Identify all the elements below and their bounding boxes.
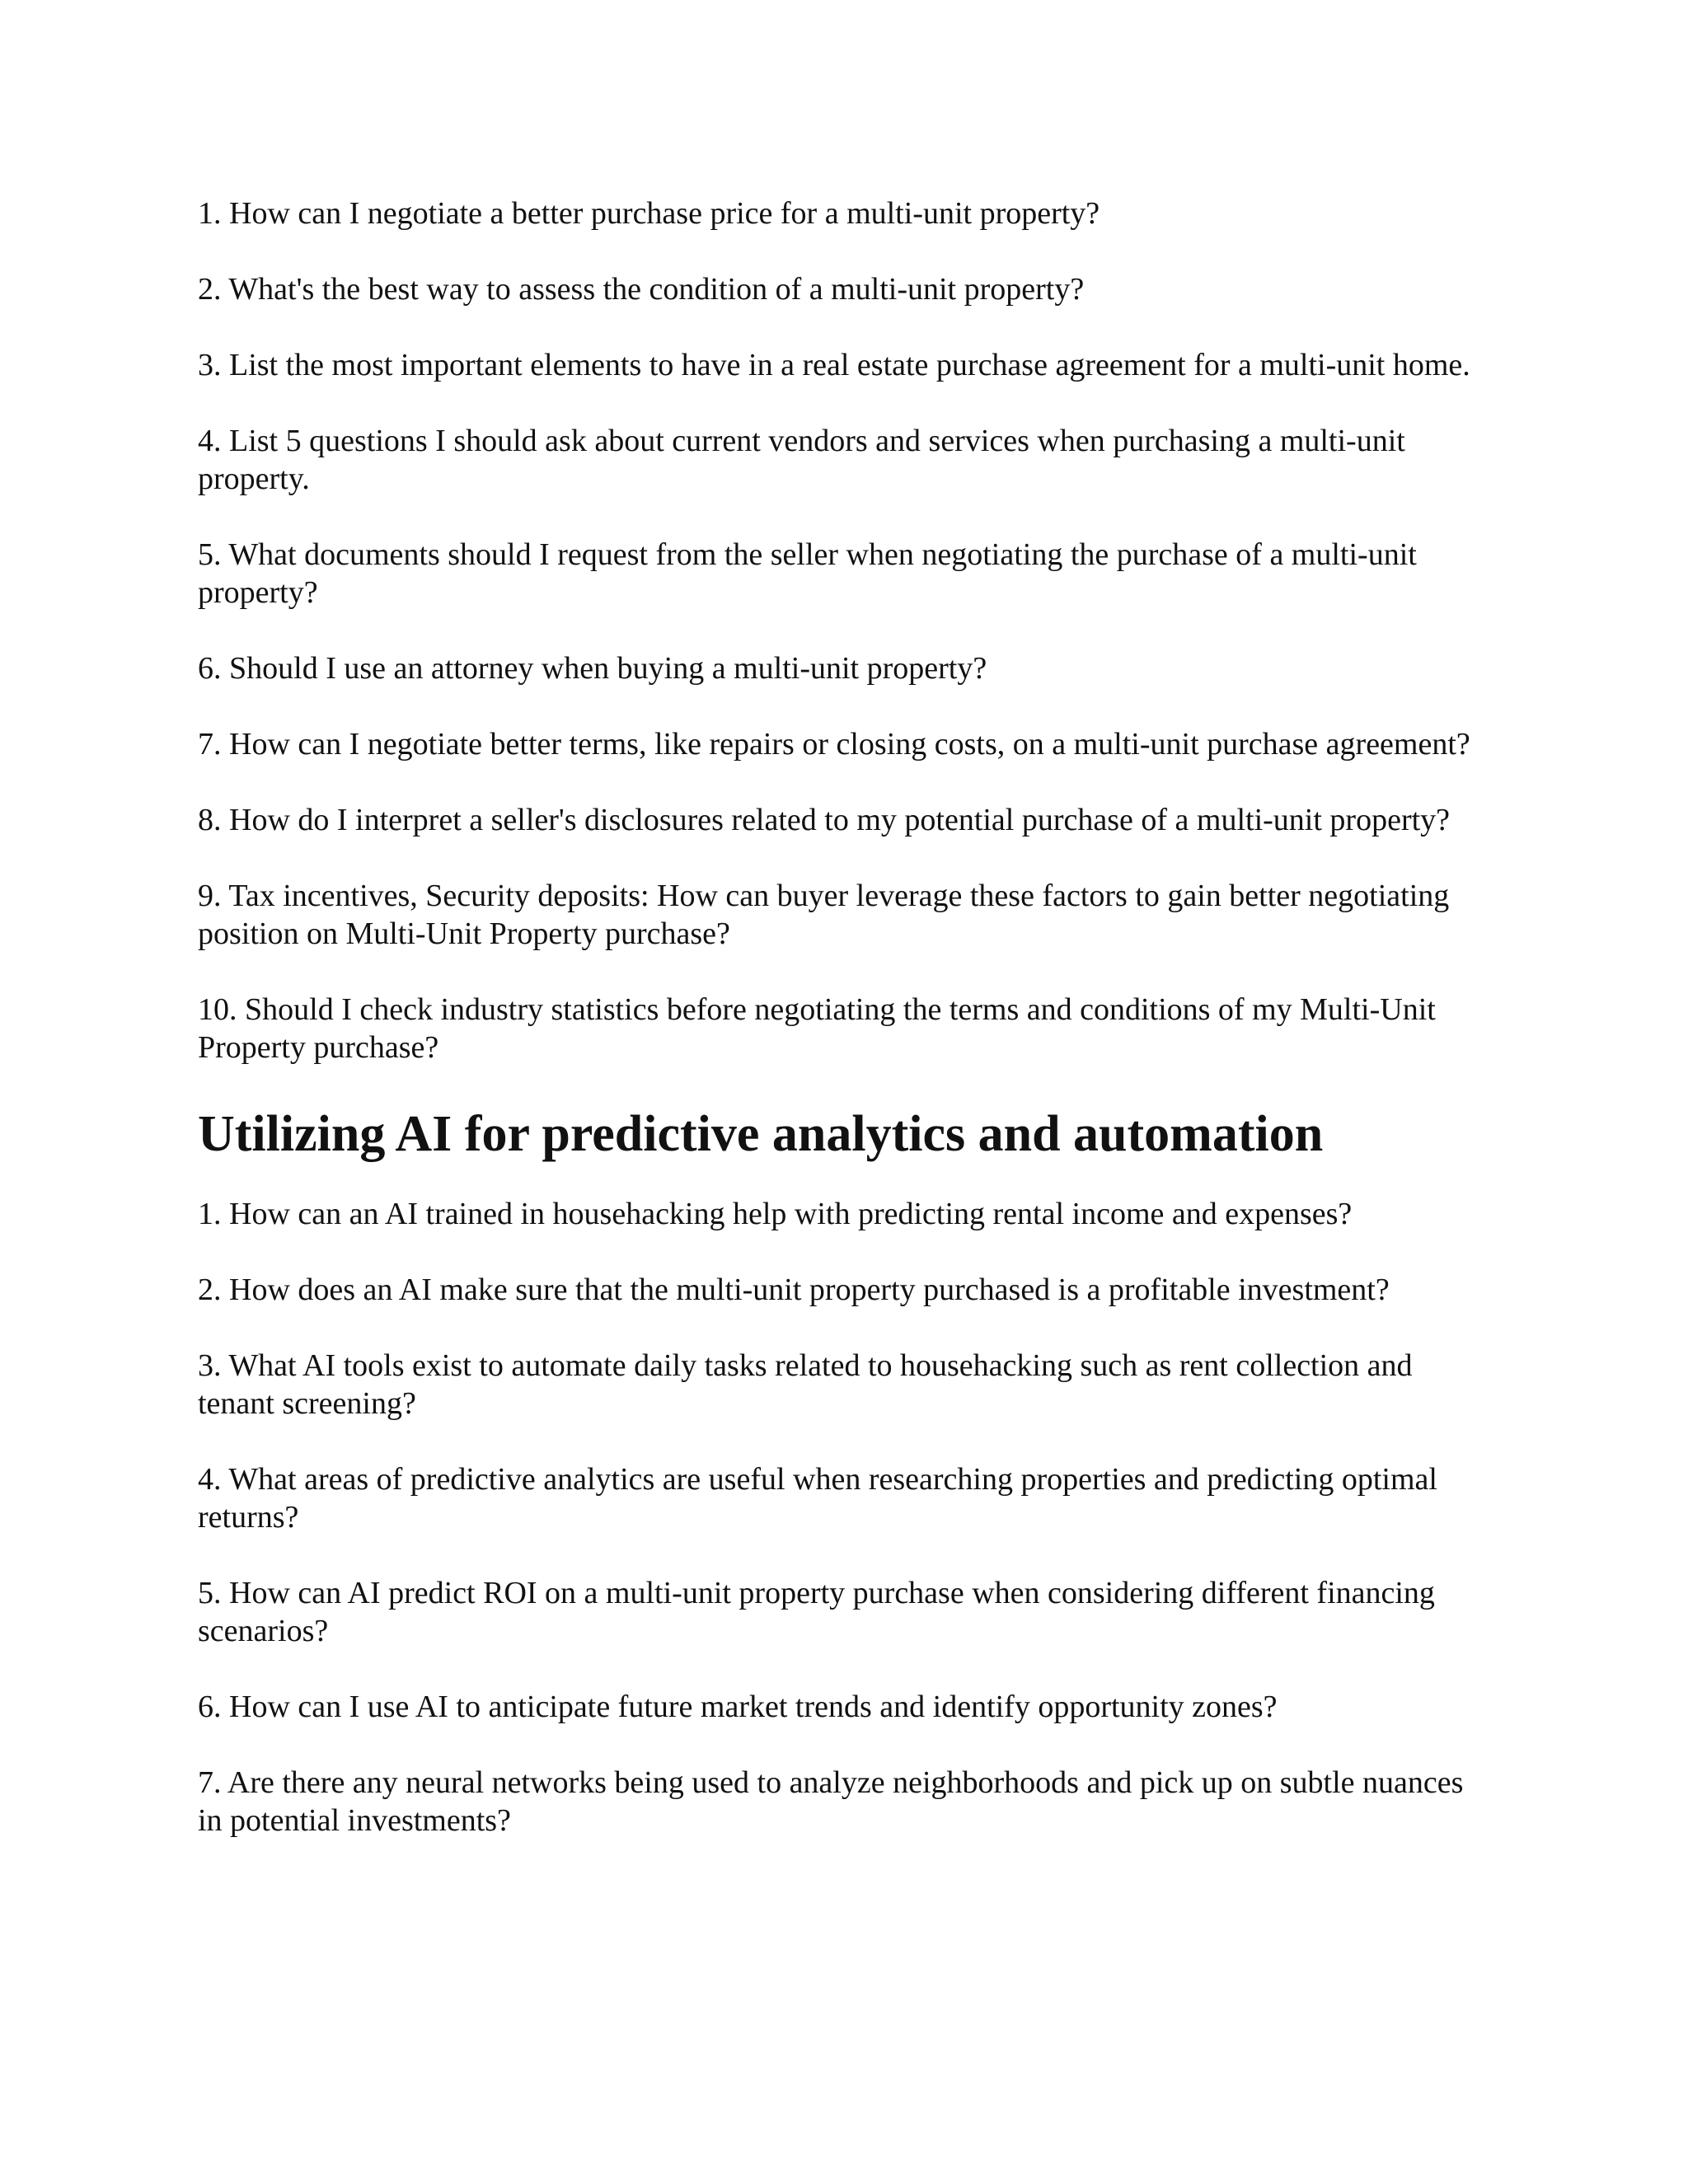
question-item: 8. How do I interpret a seller's disclosures related to my potential purchase of a multi-unit property? (198, 803, 1451, 837)
question-item: 4. What areas of predictive analytics are useful when researching properties and predicting optimal returns? (198, 1462, 1437, 1535)
question-item: 5. How can AI predict ROI on a multi-unit property purchase when considering different financing scenarios? (198, 1576, 1435, 1648)
document-page (198, 194, 1490, 1877)
question-list-negotiation (198, 194, 1490, 1066)
section-heading: Utilizing AI for predictive analytics and automation (198, 1106, 1324, 1162)
question-item: 6. How can I use AI to anticipate future market trends and identify opportunity zones? (198, 1690, 1278, 1724)
question-item: 7. Are there any neural networks being used to analyze neighborhoods and pick up on subtle nuances in potential investments? (198, 1765, 1464, 1838)
question-item: 6. Should I use an attorney when buying a multi-unit property? (198, 651, 987, 686)
question-item: 1. How can an AI trained in househacking help with predicting rental income and expenses? (198, 1197, 1353, 1231)
question-item: 1. How can I negotiate a better purchase price for a multi-unit property? (198, 196, 1100, 231)
question-list-ai (198, 1195, 1490, 1840)
question-item: 2. What's the best way to assess the condition of a multi-unit property? (198, 272, 1085, 307)
question-item: 2. How does an AI make sure that the multi-unit property purchased is a profitable investment? (198, 1272, 1390, 1307)
question-item: 3. What AI tools exist to automate daily tasks related to househacking such as rent collection and tenant screening? (198, 1348, 1413, 1421)
question-item: 4. List 5 questions I should ask about current vendors and services when purchasing a multi-unit property. (198, 424, 1405, 496)
question-item: 10. Should I check industry statistics before negotiating the terms and conditions of my Multi-Unit Property purchase? (198, 992, 1436, 1065)
question-item: 3. List the most important elements to have in a real estate purchase agreement for a multi-unit home. (198, 348, 1470, 382)
question-item: 5. What documents should I request from the seller when negotiating the purchase of a multi-unit property? (198, 537, 1417, 610)
question-item: 7. How can I negotiate better terms, like repairs or closing costs, on a multi-unit purchase agreement? (198, 727, 1470, 762)
question-item: 9. Tax incentives, Security deposits: How can buyer leverage these factors to gain better negotiating position on Multi-Unit Property purchase? (198, 879, 1450, 951)
